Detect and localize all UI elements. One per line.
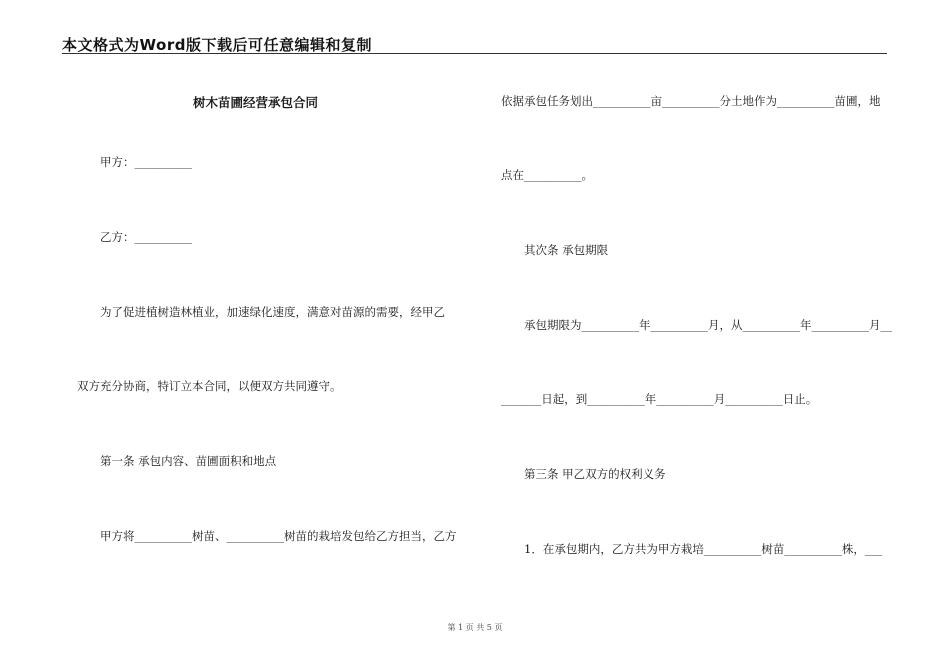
preamble-line-2: 双方充分协商，特订立本合同，以便双方共同遵守。 xyxy=(77,379,342,393)
term-line-1: 承包期限为__________年__________月，从__________年__________月__ xyxy=(524,318,892,332)
page-number: 第 1 页 共 5 页 xyxy=(447,623,503,632)
preamble-line-1: 为了促进植树造林植业，加速绿化速度，满意对苗源的需要，经甲乙 xyxy=(100,305,445,319)
party-b-line: 乙方：__________ xyxy=(100,230,192,244)
download-banner: 本文格式为Word版下载后可任意编辑和复制 xyxy=(62,36,372,54)
land-allocation-line: 依据承包任务划出__________亩__________分土地作为__________苗圃，地 xyxy=(501,94,881,108)
article-2-heading: 其次条 承包期限 xyxy=(524,243,609,257)
article-1-heading: 第一条 承包内容、苗圃面积和地点 xyxy=(100,454,277,468)
term-line-2: _______日起，到__________年__________月__________日止。 xyxy=(501,392,818,406)
location-line: 点在__________。 xyxy=(501,168,593,182)
article-3-heading: 第三条 甲乙双方的权利义务 xyxy=(524,467,666,481)
article-1-text: 甲方将__________树苗、__________树苗的栽培发包给乙方担当，乙方 xyxy=(100,529,457,543)
party-a-line: 甲方：__________ xyxy=(100,155,192,169)
obligation-item-1: 1．在承包期内，乙方共为甲方栽培__________树苗__________株，___ xyxy=(524,542,883,556)
contract-title: 树木苗圃经营承包合同 xyxy=(193,95,319,110)
header-divider xyxy=(62,53,887,54)
